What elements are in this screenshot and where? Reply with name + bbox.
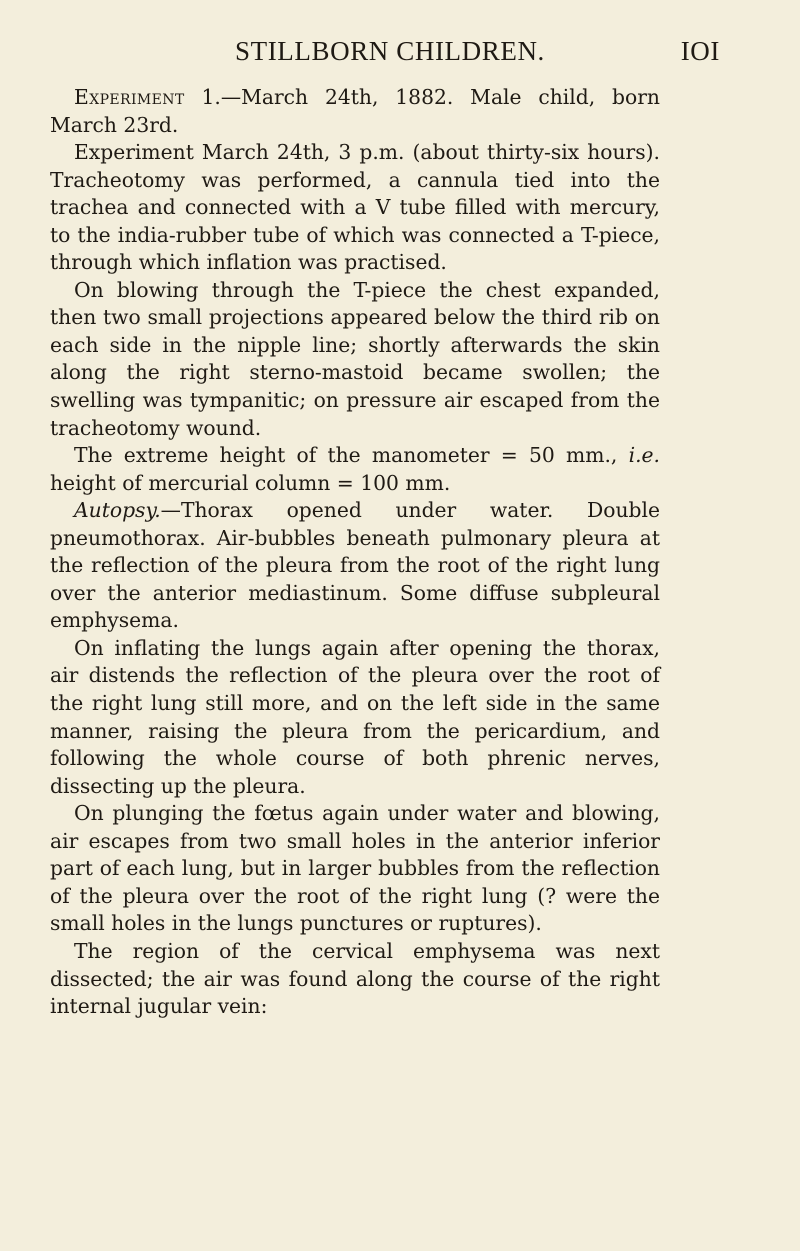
page-number: IOI — [680, 36, 720, 66]
running-head — [50, 36, 760, 76]
running-title: STILLBORN CHILDREN. — [235, 36, 545, 66]
paragraph-text: The extreme height of the manometer = 50 mm., — [74, 443, 629, 468]
experiment-label: Experiment — [74, 85, 185, 109]
autopsy-label: Autopsy. — [74, 498, 161, 523]
italic-abbreviation: i.e. — [628, 443, 660, 468]
body-text — [50, 84, 660, 1021]
paragraph-autopsy — [50, 497, 660, 635]
paragraph-text: —Thorax opened under water. Double pneumothorax. Air-bubbles beneath pulmonary pleura at the reflection of the pleura from the root of the right lung over the anterior mediastinum. Some diffuse subpleural emphysema. — [50, 498, 660, 633]
paragraph-text: height of mercurial column = 100 mm. — [50, 470, 451, 495]
paragraph-reinflation: On inflating the lungs again after opening the thorax, air distends the reflection of the pleura over the root of the right lung still more, and on the left side in the same manner, raising the pleura from the pericardium, and following the whole course of both phrenic nerves, dissecting up the pleura. — [50, 635, 660, 798]
paragraph-manometer — [50, 442, 660, 497]
paragraph-procedure: Experiment March 24th, 3 p.m. (about thirty-six hours). Tracheotomy was performed, a cannula tied into the trachea and connected with a V tube filled with mercury, to the india-rubber tube of which was connected a T-piece, through which inflation was practised. — [50, 140, 660, 275]
paragraph-cervical-emphysema: The region of the cervical emphysema was next dissected; the air was found along the course of the right internal jugular vein: — [50, 938, 660, 1019]
paragraph-text: 1.—March 24th, 1882. Male child, born March 23rd. — [50, 85, 660, 137]
paragraph-inflation: On blowing through the T-piece the chest expanded, then two small projections appeared below the third rib on each side in the nipple line; shortly afterwards the skin along the right sterno-mastoid became swollen; the swelling was tympanitic; on pressure air escaped from the tracheotomy wound. — [50, 277, 660, 440]
paragraph-experiment-heading — [50, 84, 660, 139]
paragraph-underwater: On plunging the fœtus again under water and blowing, air escapes from two small holes in the anterior inferior part of each lung, but in larger bubbles from the reflection of the pleura over the root of the right lung (? were the small holes in the lungs punctures or ruptures). — [50, 801, 660, 936]
